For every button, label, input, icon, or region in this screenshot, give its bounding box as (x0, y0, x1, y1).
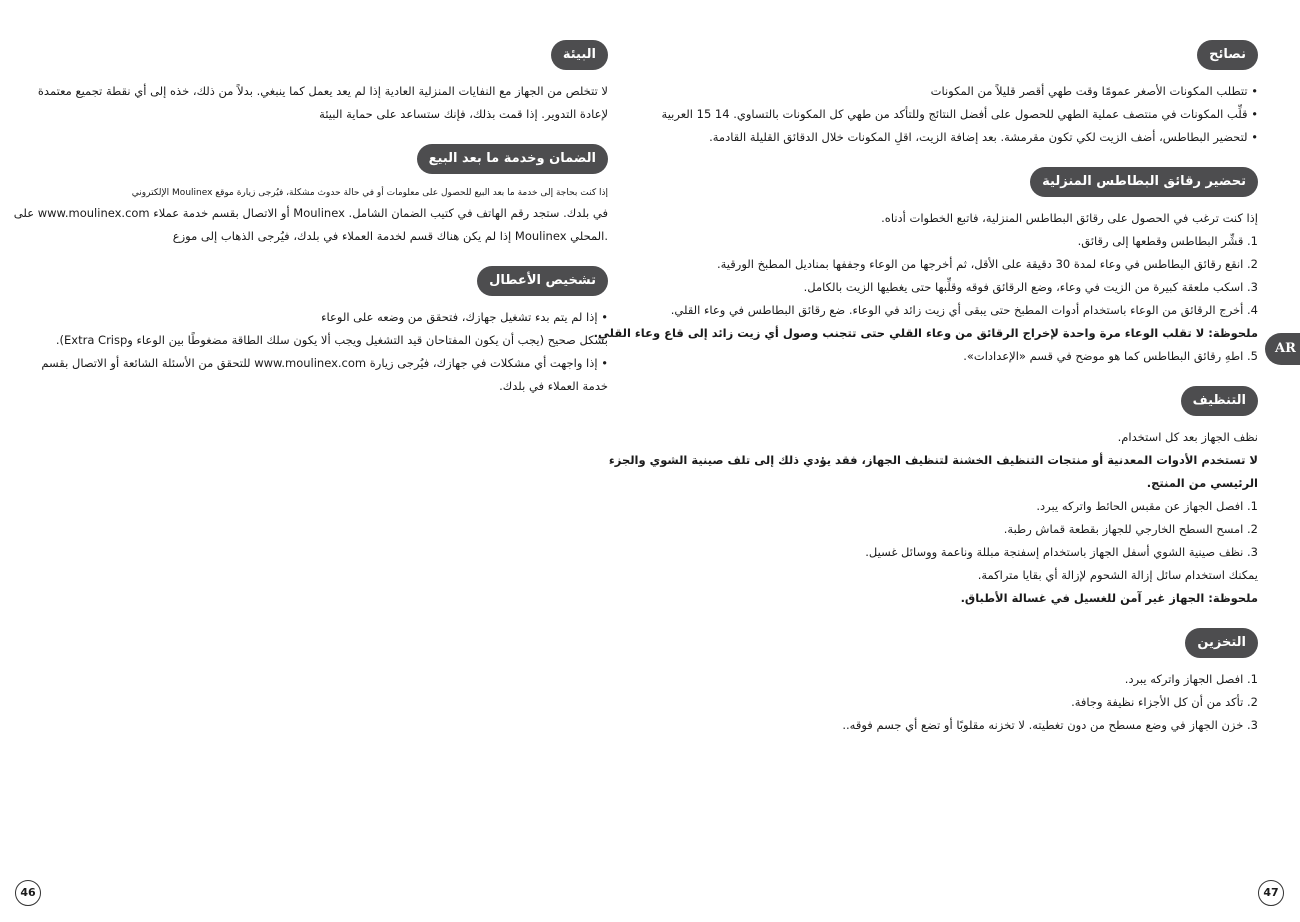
section-title: البيئة (551, 40, 608, 70)
text-line: 5. اطهِ رقائق البطاطس كما هو موضح في قسم «الإعدادات». (963, 349, 1258, 363)
text-line: لا تستخدم الأدوات المعدنية أو منتجات التنظيف الخشنة لتنظيف الجهاز، فقد يؤدي ذلك إلى تلف صينية الشوي والجزء (608, 453, 1258, 467)
text-line: .المحلي Moulinex إذا لم يكن هناك قسم لخدمة العملاء في بلدك، فيُرجى الذهاب إلى موزع (172, 229, 608, 243)
text-line: بشكل صحيح (يجب أن يكون المفتاحان قيد التشغيل ويجب ألا يكون سلك الطاقة مضغوطًا بين الوعاء وExtra Crisp). (55, 333, 608, 347)
text-line: ملحوظة: لا تقلب الوعاء مرة واحدة لإخراج الرقائق من وعاء القلي حتى تتجنب وصول أي زيت زائد إلى قاع وعاء القلي. (593, 326, 1258, 340)
text-line: 2. انقع رقائق البطاطس في وعاء لمدة 30 دقيقة على الأقل، ثم أخرجها من الوعاء وجففها بمناديل المطبخ الورقية. (716, 257, 1258, 271)
right-column (593, 40, 1258, 755)
section-title: تحضير رقائق البطاطس المنزلية (1030, 167, 1258, 197)
section (661, 40, 1258, 149)
text-line: ملحوظة: الجهاز غير آمن للغسيل في غسالة الأطباق. (960, 591, 1258, 605)
section (41, 266, 608, 398)
text-line: خدمة العملاء في بلدك. (499, 379, 608, 393)
section (593, 167, 1258, 368)
text-line: 2. تأكد من أن كل الأجزاء نظيفة وجافة. (1071, 695, 1258, 709)
text-line: • إذا لم يتم بدء تشغيل جهازك، فتحقق من وضعه على الوعاء (321, 310, 608, 324)
language-tab: AR (1265, 333, 1300, 365)
page-number-right: 47 (1258, 880, 1284, 906)
text-line: • إذا واجهت أي مشكلات في جهازك، فيُرجى زيارة www.moulinex.com للتحقق من الأسئلة الشائعة أو الاتصال بقسم (41, 356, 608, 370)
left-column (13, 40, 608, 416)
text-line: 4. أخرج الرقائق من الوعاء باستخدام أدوات المطبخ حتى يبقى أي زيت زائد في الوعاء. ضع رقائق البطاطس في وعاء القلي. (670, 303, 1258, 317)
text-line: لإعادة التدوير. إذا قمت بذلك، فإنك ستساعد على حماية البيئة (319, 107, 608, 121)
text-line: 2. امسح السطح الخارجي للجهاز بقطعة قماش رطبة. (1003, 522, 1258, 536)
text-line: 1. افصل الجهاز واتركه يبرد. (1124, 672, 1258, 686)
text-line: 3. خزن الجهاز في وضع مسطح من دون تغطيته. لا تخزنه مقلوبًا أو تضع أي جسم فوقه.. (842, 718, 1258, 732)
text-line: يمكنك استخدام سائل إزالة الشحوم لإزالة أي بقايا متراكمة. (977, 568, 1258, 582)
section (13, 144, 608, 248)
right-page (593, 0, 1300, 922)
text-line: نظف الجهاز بعد كل استخدام. (1117, 430, 1258, 444)
text-line: • تتطلب المكونات الأصغر عمومًا وقت طهي أقصر قليلاً من المكونات (930, 84, 1258, 98)
text-line: في بلدك. ستجد رقم الهاتف في كتيب الضمان الشامل. Moulinex أو الاتصال بقسم خدمة عملاء www.moulinex.com على (13, 206, 608, 220)
text-line: • قلِّب المكونات في منتصف عملية الطهي للحصول على أفضل النتائج وللتأكد من طهي كل المكونات بالتساوي. 14 15 العربية (661, 107, 1258, 121)
section-title: التخزين (1185, 628, 1258, 658)
text-line: الرئيسي من المنتج. (1146, 476, 1258, 490)
text-line: إذا كنت ترغب في الحصول على رقائق البطاطس المنزلية، فاتبع الخطوات أدناه. (881, 211, 1258, 225)
text-line: لا تتخلص من الجهاز مع النفايات المنزلية العادية إذا لم يعد يعمل كما ينبغي. بدلاً من ذلك، خذه إلى أي نقطة تجميع معتمدة (37, 84, 608, 98)
section (608, 386, 1258, 610)
section (37, 40, 608, 126)
text-line: • لتحضير البطاطس، أضف الزيت لكي تكون مقرمشة. بعد إضافة الزيت، اقلِ المكونات خلال الدقائق القليلة القادمة. (709, 130, 1258, 144)
section (700, 628, 1258, 737)
text-line: 3. اسكب ملعقة كبيرة من الزيت في وعاء، وضع الرقائق فوقه وقلِّبها حتى يغطيها الزيت بالكامل. (803, 280, 1258, 294)
section-title: التنظيف (1181, 386, 1258, 416)
section-title: نصائح (1197, 40, 1258, 70)
text-line: 1. قشِّر البطاطس وقطعها إلى رقائق. (1077, 234, 1258, 248)
text-line: إذا كنت بحاجة إلى خدمة ما بعد البيع للحصول على معلومات أو في حالة حدوث مشكلة، فيُرجى زيارة موقع Moulinex الإلكتروني (131, 188, 608, 198)
section-title: الضمان وخدمة ما بعد البيع (417, 144, 608, 174)
section-title: تشخيص الأعطال (477, 266, 608, 296)
text-line: 1. افصل الجهاز عن مقبس الحائط واتركه يبرد. (1036, 499, 1258, 513)
page-number-left: 46 (15, 880, 41, 906)
text-line: 3. نظف صينية الشوي أسفل الجهاز باستخدام إسفنجة مبللة وناعمة ووسائل غسيل. (865, 545, 1258, 559)
